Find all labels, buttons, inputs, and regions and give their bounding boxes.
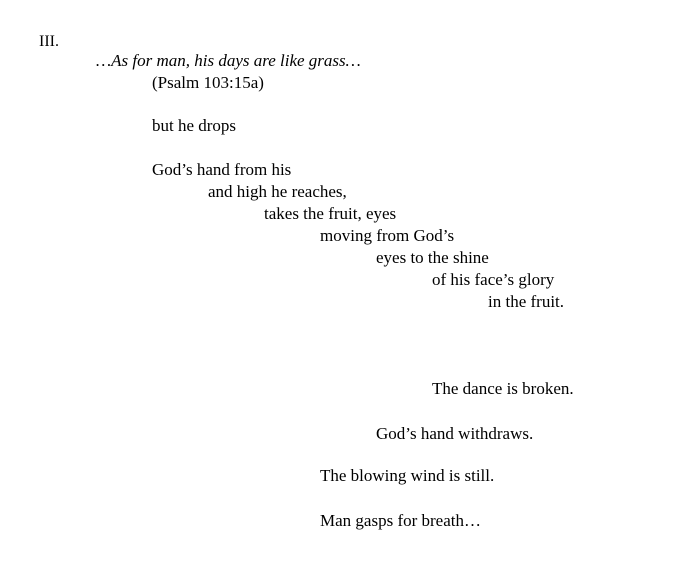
poem-line: moving from God’s bbox=[320, 226, 455, 245]
section-numeral: III. bbox=[39, 33, 59, 50]
poem-line: God’s hand from his bbox=[152, 160, 292, 179]
poem-line: and high he reaches, bbox=[208, 182, 347, 201]
poem-line: The dance is broken. bbox=[432, 379, 574, 398]
poem-line: eyes to the shine bbox=[376, 248, 489, 267]
epigraph-citation: (Psalm 103:15a) bbox=[152, 73, 264, 92]
poem-line: God’s hand withdraws. bbox=[376, 424, 534, 443]
epigraph-text: …As for man, his days are like grass… bbox=[96, 51, 361, 70]
poem-line: The blowing wind is still. bbox=[320, 466, 495, 485]
poem-line: takes the fruit, eyes bbox=[264, 204, 397, 223]
poem-line: in the fruit. bbox=[488, 292, 565, 311]
poem-line: but he drops bbox=[152, 116, 237, 135]
poem-line: of his face’s glory bbox=[432, 270, 555, 289]
poem-line: Man gasps for breath… bbox=[320, 511, 481, 530]
